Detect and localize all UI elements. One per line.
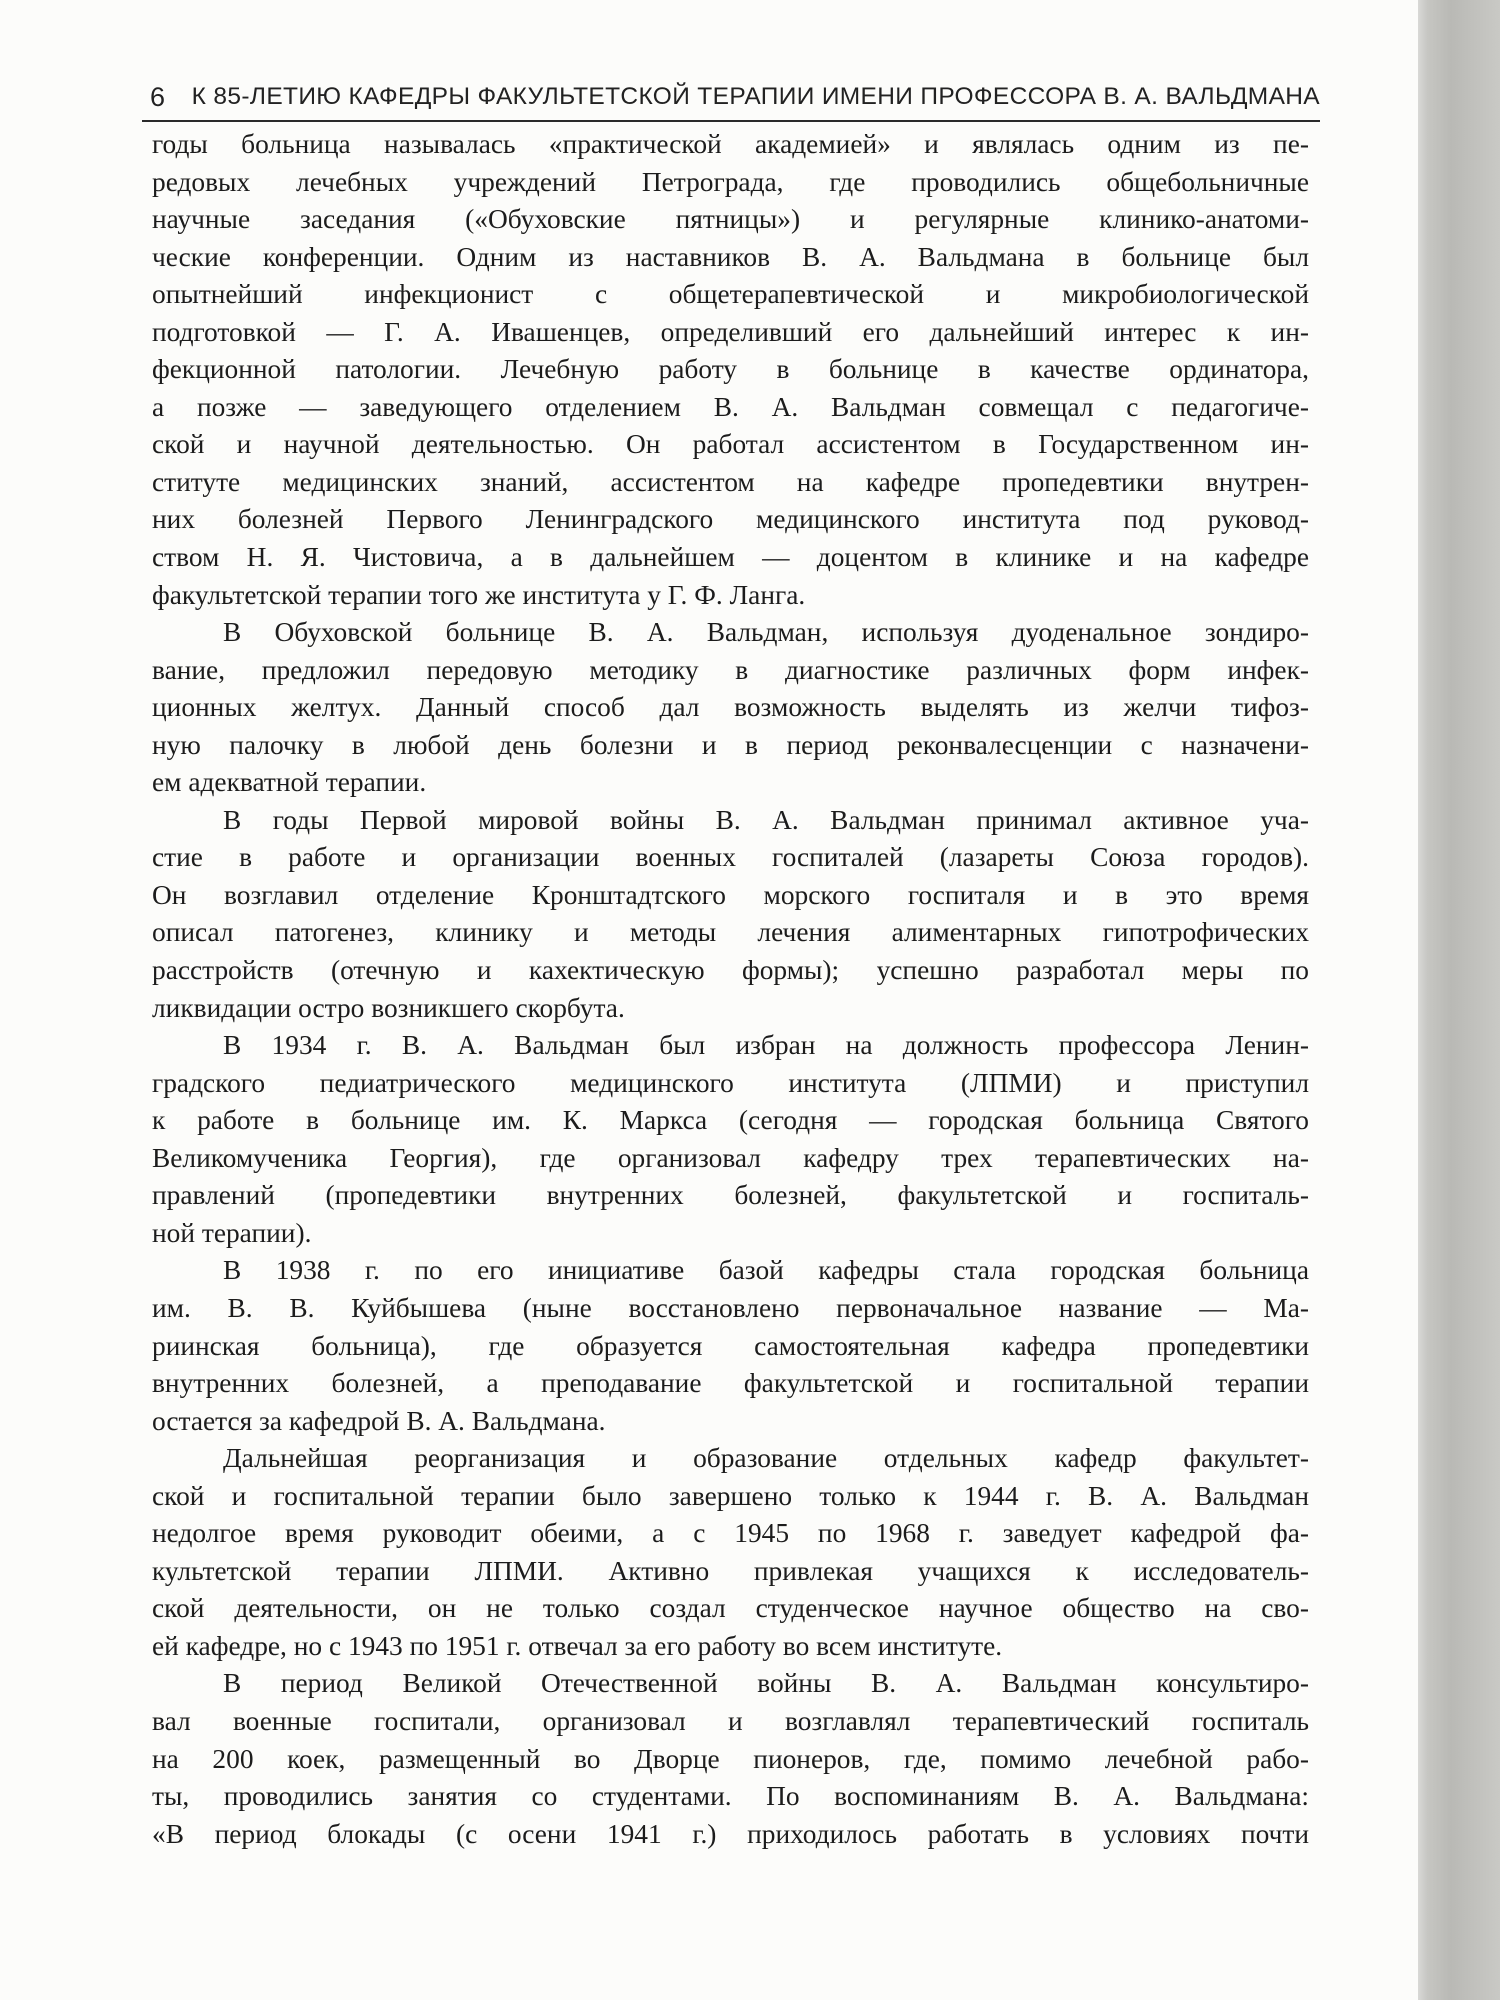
text-line: В Обуховской больнице В. А. Вальдман, используя дуоденальное зондиро- [223,617,1309,648]
text-line: Дальнейшая реорганизация и образование отдельных кафедр факультет- [223,1443,1309,1474]
text-line: ей кафедре, но с 1943 по 1951 г. отвечал за его работу во всем институте. [152,1630,1003,1661]
page-number: 6 [150,82,166,112]
text-line: ем адекватной терапии. [152,767,427,798]
text-line: культетской терапии ЛПМИ. Активно привлекая учащихся к исследователь- [152,1555,1309,1586]
text-line: В 1934 г. В. А. Вальдман был избран на должность профессора Ленин- [223,1030,1309,1061]
text-line: риинская больница), где образуется самостоятельная кафедра пропедевтики [152,1330,1309,1361]
text-line: расстройств (отечную и кахектическую формы); успешно разработал меры по [152,955,1309,986]
text-line: описал патогенез, клинику и методы лечения алиментарных гипотрофических [152,917,1309,948]
running-header [142,80,1320,122]
text-line: на 200 коек, размещенный во Дворце пионеров, где, помимо лечебной рабо- [152,1743,1309,1774]
text-line: градского педиатрического медицинского института (ЛПМИ) и приступил [152,1067,1309,1098]
text-line: подготовкой — Г. А. Ивашенцев, определивший его дальнейший интерес к ин- [152,316,1309,347]
text-line: ты, проводились занятия со студентами. По воспоминаниям В. А. Вальдмана: [152,1781,1309,1812]
text-line: Великомученика Георгия), где организовал кафедру трех терапевтических на- [152,1142,1309,1173]
page-edge-shadow [1418,0,1500,2000]
text-line: внутренних болезней, а преподавание факультетской и госпитальной терапии [152,1368,1309,1399]
text-line: В 1938 г. по его инициативе базой кафедры стала городская больница [223,1255,1309,1286]
text-line: ционных желтух. Данный способ дал возможность выделять из желчи тифоз- [152,692,1309,723]
body-text [152,126,1309,1853]
text-line: фекционной патологии. Лечебную работу в больнице в качестве ординатора, [152,354,1309,385]
text-line: ческие конференции. Одним из наставников В. А. Вальдмана в больнице был [152,241,1309,272]
text-line: вание, предложил передовую методику в диагностике различных форм инфек- [152,654,1309,685]
text-line: ституте медицинских знаний, ассистентом на кафедре пропедевтики внутрен- [152,466,1309,497]
running-title: К 85-ЛЕТИЮ КАФЕДРЫ ФАКУЛЬТЕТСКОЙ ТЕРАПИИ ИМЕНИ ПРОФЕССОРА В. А. ВАЛЬДМАНА [191,83,1320,110]
text-line: В период Великой Отечественной войны В. А. Вальдман консультиро- [223,1668,1309,1699]
text-line: них болезней Первого Ленинградского медицинского института под руковод- [152,504,1309,535]
text-line: а позже — заведующего отделением В. А. Вальдман совмещал с педагогиче- [152,391,1309,422]
text-line: В годы Первой мировой войны В. А. Вальдман принимал активное уча- [223,804,1309,835]
text-line: им. В. В. Куйбышева (ныне восстановлено первоначальное название — Ма- [152,1292,1309,1323]
text-line: стие в работе и организации военных госпиталей (лазареты Союза городов). [152,842,1309,873]
text-line: правлений (пропедевтики внутренних болезней, факультетской и госпиталь- [152,1180,1309,1211]
text-line: ством Н. Я. Чистовича, а в дальнейшем — доцентом в клинике и на кафедре [152,542,1309,573]
text-line: опытнейший инфекционист с общетерапевтической и микробиологической [152,279,1309,310]
text-line: годы больница называлась «практической академией» и являлась одним из пе- [152,129,1309,159]
text-line: «В период блокады (с осени 1941 г.) приходилось работать в условиях почти [152,1818,1309,1849]
text-line: вал военные госпитали, организовал и возглавлял терапевтический госпиталь [152,1705,1309,1736]
text-line: ной терапии). [152,1217,312,1248]
text-line: факультетской терапии того же института у Г. Ф. Ланга. [152,579,806,610]
text-line: остается за кафедрой В. А. Вальдмана. [152,1405,606,1436]
text-line: недолгое время руководит обеими, а с 1945 по 1968 г. заведует кафедрой фа- [152,1518,1309,1549]
text-line: Он возглавил отделение Кронштадтского морского госпиталя и в это время [152,879,1309,910]
text-line: ской и научной деятельностью. Он работал ассистентом в Государственном ин- [152,429,1309,460]
text-line: ской и госпитальной терапии было завершено только к 1944 г. В. А. Вальдман [152,1480,1309,1511]
text-line: редовых лечебных учреждений Петрограда, где проводились общебольничные [152,166,1309,197]
text-line: ликвидации остро возникшего скорбута. [152,992,625,1023]
text-line: научные заседания («Обуховские пятницы») и регулярные клинико-анатоми- [152,204,1309,235]
text-line: ную палочку в любой день болезни и в период реконвалесценции с назначени- [152,729,1309,760]
text-line: ской деятельности, он не только создал студенческое научное общество на сво- [152,1593,1309,1624]
text-line: к работе в больнице им. К. Маркса (сегодня — городская больница Святого [152,1105,1309,1136]
